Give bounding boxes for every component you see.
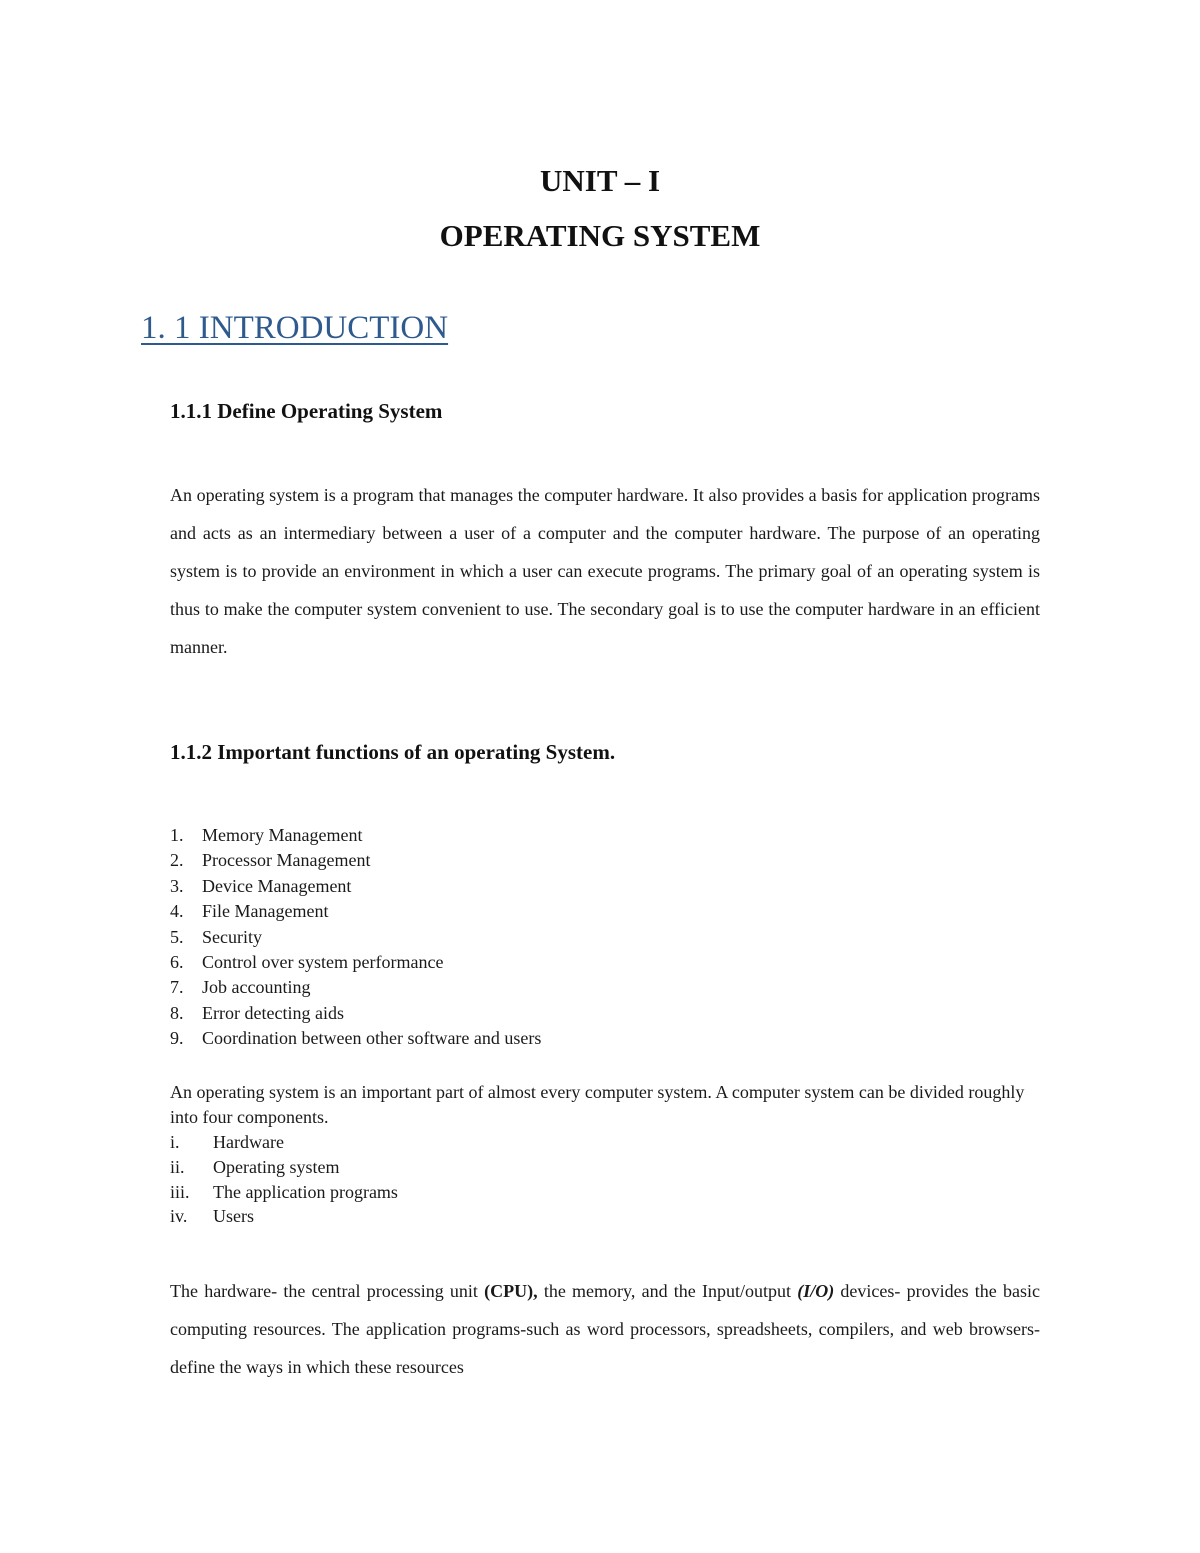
list-number: 6. bbox=[170, 952, 184, 973]
list-item-text: The application programs bbox=[213, 1181, 398, 1202]
list-item-text: Security bbox=[202, 926, 262, 947]
list-item bbox=[170, 899, 541, 924]
hardware-paragraph bbox=[170, 1272, 1040, 1386]
list-number: 4. bbox=[170, 901, 184, 922]
list-number: 2. bbox=[170, 850, 184, 871]
list-item-text: Device Management bbox=[202, 875, 352, 896]
list-item-text: Control over system performance bbox=[202, 952, 444, 973]
list-number: 3. bbox=[170, 875, 184, 896]
list-number: i. bbox=[170, 1132, 180, 1152]
list-item bbox=[170, 1204, 398, 1229]
paragraph-text: The hardware- the central processing unit bbox=[170, 1281, 485, 1301]
io-term: (I/O) bbox=[797, 1281, 835, 1301]
unit-title: UNIT – I bbox=[539, 163, 661, 198]
cpu-term: (CPU), bbox=[484, 1281, 538, 1301]
list-item bbox=[170, 1180, 398, 1205]
list-item bbox=[170, 1130, 398, 1155]
definition-paragraph: An operating system is a program that manages the computer hardware. It also provides a basis for application programs and acts as an intermediary between a user of a computer and the computer hardware. The purpose of an operating system is to provide an environment in which a user can execute programs. The primary goal of an operating system is thus to make the computer system convenient to use. The secondary goal is to use the computer hardware in an efficient manner. bbox=[170, 485, 1040, 657]
list-number: 9. bbox=[170, 1028, 184, 1049]
subheading-functions: 1.1.2 Important functions of an operating System. bbox=[170, 740, 616, 764]
list-number: iii. bbox=[170, 1181, 190, 1202]
list-number: ii. bbox=[170, 1156, 185, 1177]
list-item-text: Job accounting bbox=[202, 977, 311, 998]
components-list bbox=[170, 1130, 398, 1229]
list-item-text: Operating system bbox=[213, 1156, 340, 1177]
list-item-text: Coordination between other software and users bbox=[202, 1028, 542, 1049]
subheading-define-os: 1.1.1 Define Operating System bbox=[170, 399, 443, 423]
functions-list bbox=[170, 823, 541, 1052]
list-item bbox=[170, 975, 541, 1000]
list-item bbox=[170, 1026, 541, 1051]
list-item-text: Error detecting aids bbox=[202, 1002, 344, 1023]
list-number: iv. bbox=[170, 1206, 188, 1227]
list-number: 7. bbox=[170, 977, 184, 998]
list-item bbox=[170, 950, 541, 975]
list-item-text: Users bbox=[213, 1206, 254, 1227]
list-item bbox=[170, 1155, 398, 1180]
list-item-text: Hardware bbox=[213, 1132, 284, 1152]
list-item bbox=[170, 874, 541, 899]
list-number: 8. bbox=[170, 1002, 184, 1023]
list-item-text: Memory Management bbox=[202, 825, 363, 845]
paragraph-text: the memory, and the Input/output bbox=[537, 1281, 798, 1301]
list-number: 1. bbox=[170, 825, 184, 845]
components-intro-paragraph: An operating system is an important part of almost every computer system. A computer system can be divided roughly into four components. bbox=[170, 1082, 1025, 1127]
list-item-text: Processor Management bbox=[202, 850, 371, 871]
list-item bbox=[170, 1001, 541, 1026]
list-item bbox=[170, 823, 541, 848]
section-heading: 1. 1 INTRODUCTION bbox=[141, 310, 449, 346]
document-title: OPERATING SYSTEM bbox=[439, 218, 761, 253]
list-item-text: File Management bbox=[202, 901, 329, 922]
list-item bbox=[170, 925, 541, 950]
list-item bbox=[170, 848, 541, 873]
list-number: 5. bbox=[170, 926, 184, 947]
paragraph-text: devices- provides the basic computing resources. The application programs-such as word processors, spreadsheets, compilers, and web browsers-define the ways in which these resources bbox=[170, 1281, 1040, 1377]
